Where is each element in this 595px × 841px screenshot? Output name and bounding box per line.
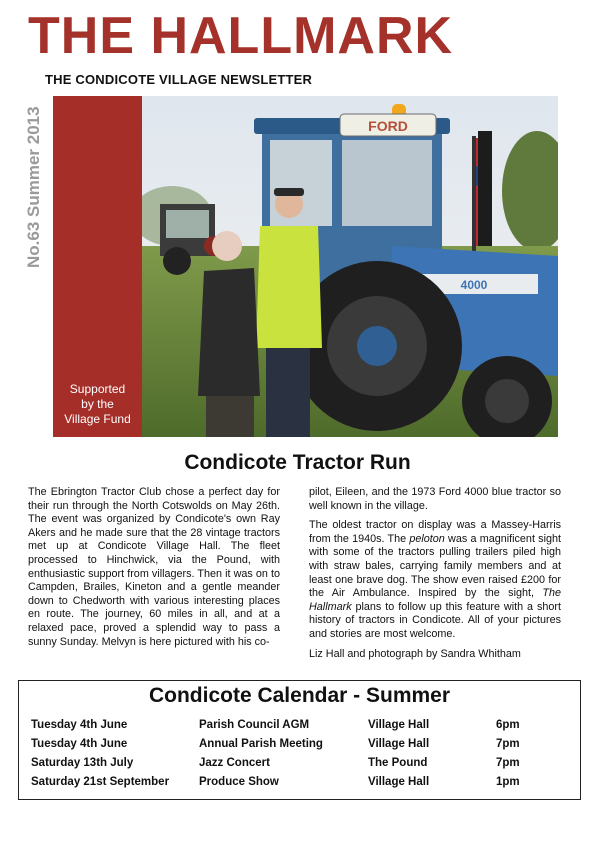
event-name: Parish Council AGM [199,719,310,731]
fund-line: by the [81,397,114,411]
italic-phrase: peloton [409,532,445,545]
tractor-bonnet-label: 4000 [460,278,488,292]
fund-line: Supported [69,382,126,396]
calendar-row [19,757,580,776]
tractor-photo-illustration [142,96,558,437]
article-body [28,486,562,676]
issue-sidebar-band [53,96,142,437]
tractor-grille-label: FORD [368,118,408,134]
event-date: Tuesday 4th June [31,719,128,731]
event-time: 7pm [496,757,520,769]
event-venue: Village Hall [368,776,430,788]
article-paragraph: The oldest tractor on display was a Massey-Harris from the 1940s. The peloton was a magnificent sight with some of the tractors pulling trailers piled high with straw bales, carrying family members and at least one brave dog. The show even raised £200 for the Air Ambulance. Inspired by the sight, The Hallmark plans to follow up this feature with a short history of tractors in Condicote. All of your pictures and stories are most welcome. [309,519,561,640]
event-time: 7pm [496,738,520,750]
article-column-left [28,486,280,655]
article-column-right [309,486,561,667]
fund-line: Village Fund [64,412,131,426]
event-date: Tuesday 4th June [31,738,128,750]
issue-number-text: No.63 Summer 2013 [24,106,43,268]
event-name: Produce Show [199,776,279,788]
issue-number [22,96,46,268]
event-date: Saturday 13th July [31,757,134,769]
calendar-row [19,776,580,795]
article-paragraph: The Ebrington Tractor Club chose a perfect day for their run through the North Cotswolds on May 26th. The event was organized by Condicote's own Ray Akers and he made sure that the 28 vintage tractors met up at Condicote Village Hall. The fleet processed to Hinchwick, via the Pound, with enthusiastic support from villagers. Then it was on to Campden, Brailes, Kineton and a gentle meander down to Chedworth with various interesting places en route. The journey, 60 miles in all, and at a relaxed pace, proved a splendid way to pass a sunny Sunday. Melvyn is here pictured with his co- [28,486,280,648]
article-paragraph: Liz Hall and photograph by Sandra Whitham [309,647,521,660]
calendar-row [19,719,580,738]
newsletter-subtitle: THE CONDICOTE VILLAGE NEWSLETTER [45,72,313,87]
event-time: 1pm [496,776,520,788]
village-fund-note [53,382,142,427]
event-name: Annual Parish Meeting [199,738,323,750]
event-venue: The Pound [368,757,428,769]
article-paragraph: pilot, Eileen, and the 1973 Ford 4000 blue tractor so well known in the village. [309,486,561,512]
tractor-photo [142,96,558,437]
calendar-title: Condicote Calendar - Summer [148,684,451,707]
event-venue: Village Hall [368,738,430,750]
calendar-row [19,738,580,757]
events-calendar [18,680,581,800]
italic-phrase: The Hallmark [309,587,561,613]
event-date: Saturday 21st September [31,776,170,788]
article-headline: Condicote Tractor Run [184,451,411,474]
newsletter-title: THE HALLMARK [28,7,454,65]
event-time: 6pm [496,719,520,731]
event-venue: Village Hall [368,719,430,731]
event-name: Jazz Concert [199,757,270,769]
